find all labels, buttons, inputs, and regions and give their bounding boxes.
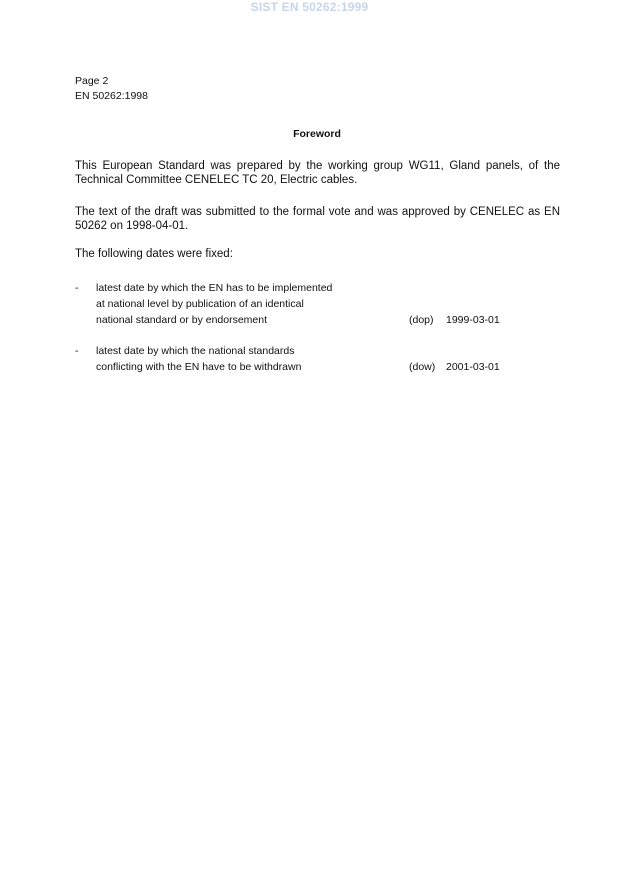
paragraph-dates-intro: The following dates were fixed: bbox=[75, 248, 233, 260]
date-value: 2001-03-01 bbox=[446, 361, 500, 373]
date-description bbox=[96, 280, 396, 328]
description-line: conflicting with the EN have to be withdrawn bbox=[96, 361, 302, 373]
page-header bbox=[75, 74, 148, 104]
date-description bbox=[96, 343, 396, 375]
paragraph-prepared-by: This European Standard was prepared by the working group WG11, Gland panels, of the Technical Committee CENELEC TC 20, Electric cables. bbox=[75, 160, 560, 186]
description-line: national standard or by endorsement bbox=[96, 314, 268, 326]
list-dash: - bbox=[75, 345, 79, 357]
section-title: Foreword bbox=[293, 128, 341, 140]
date-value: 1999-03-01 bbox=[446, 314, 500, 326]
date-code: (dop) bbox=[409, 314, 434, 326]
description-line: latest date by which the EN has to be implemented bbox=[96, 282, 333, 294]
description-line: at national level by publication of an identical bbox=[96, 298, 304, 310]
description-line: latest date by which the national standards bbox=[96, 345, 295, 357]
paragraph-approval: The text of the draft was submitted to the formal vote and was approved by CENELEC as EN 50262 on 1998-04-01. bbox=[75, 206, 560, 232]
page-number: Page 2 bbox=[75, 75, 109, 87]
list-dash: - bbox=[75, 282, 79, 294]
watermark: SIST EN 50262:1999 bbox=[250, 0, 369, 14]
date-code: (dow) bbox=[409, 361, 436, 373]
document-id: EN 50262:1998 bbox=[75, 90, 148, 102]
